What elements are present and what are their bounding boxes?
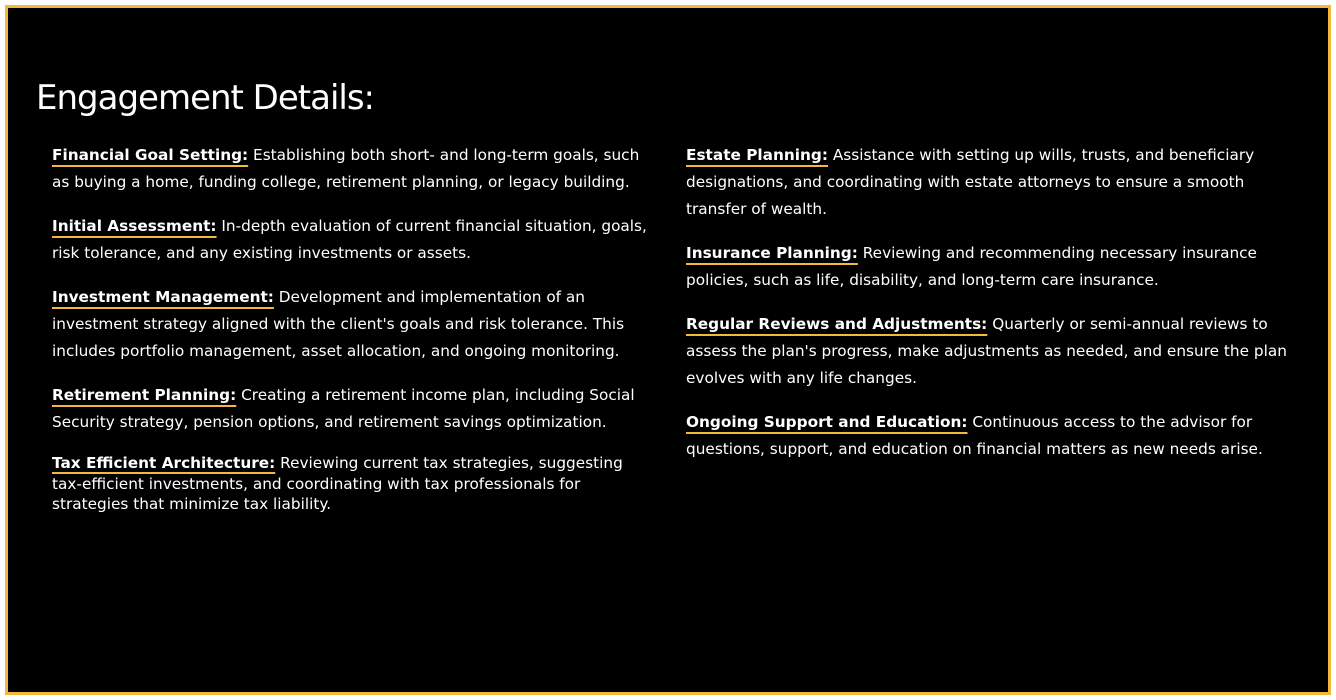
- item-insurance-planning: [686, 240, 1294, 294]
- item-description: Creating a retirement income plan, including Social Security strategy, pension options, and retirement savings optimization.: [52, 386, 635, 431]
- item-ongoing-support-and-education: [686, 409, 1294, 463]
- item-term: Investment Management:: [52, 288, 274, 306]
- engagement-details-panel: [5, 5, 1331, 695]
- item-financial-goal-setting: [52, 142, 652, 196]
- item-term: Initial Assessment:: [52, 217, 217, 235]
- item-term: Ongoing Support and Education:: [686, 413, 968, 431]
- right-column: [686, 142, 1294, 480]
- item-description: Reviewing current tax strategies, suggesting tax-efficient investments, and coordinating with tax professionals for strategies that minimize tax liability.: [52, 454, 623, 513]
- item-regular-reviews-and-adjustments: [686, 311, 1294, 392]
- item-description: Establishing both short- and long-term goals, such as buying a home, funding college, retirement planning, or legacy building.: [52, 146, 640, 191]
- item-description: Assistance with setting up wills, trusts, and beneficiary designations, and coordinating with estate attorneys to ensure a smooth transfer of wealth.: [686, 146, 1255, 218]
- item-estate-planning: [686, 142, 1294, 223]
- item-tax-efficient-architecture: [52, 453, 652, 515]
- item-investment-management: [52, 284, 652, 365]
- item-description: Continuous access to the advisor for questions, support, and education on financial matters as new needs arise.: [686, 413, 1263, 458]
- item-description: In-depth evaluation of current financial situation, goals, risk tolerance, and any existing investments or assets.: [52, 217, 647, 262]
- item-retirement-planning: [52, 382, 652, 436]
- item-term: Tax Efficient Architecture:: [52, 454, 276, 472]
- item-term: Estate Planning:: [686, 146, 828, 164]
- item-term: Financial Goal Setting:: [52, 146, 249, 164]
- item-term: Retirement Planning:: [52, 386, 237, 404]
- page-title: Engagement Details:: [36, 78, 374, 118]
- item-description: Quarterly or semi-annual reviews to assess the plan's progress, make adjustments as needed, and ensure the plan evolves with any life changes.: [686, 315, 1287, 387]
- item-term: Regular Reviews and Adjustments:: [686, 315, 988, 333]
- left-column: [52, 142, 652, 532]
- item-description: Reviewing and recommending necessary insurance policies, such as life, disability, and long-term care insurance.: [686, 244, 1257, 289]
- item-description: Development and implementation of an investment strategy aligned with the client's goals and risk tolerance. This includes portfolio management, asset allocation, and ongoing monitoring.: [52, 288, 625, 360]
- item-initial-assessment: [52, 213, 652, 267]
- item-term: Insurance Planning:: [686, 244, 858, 262]
